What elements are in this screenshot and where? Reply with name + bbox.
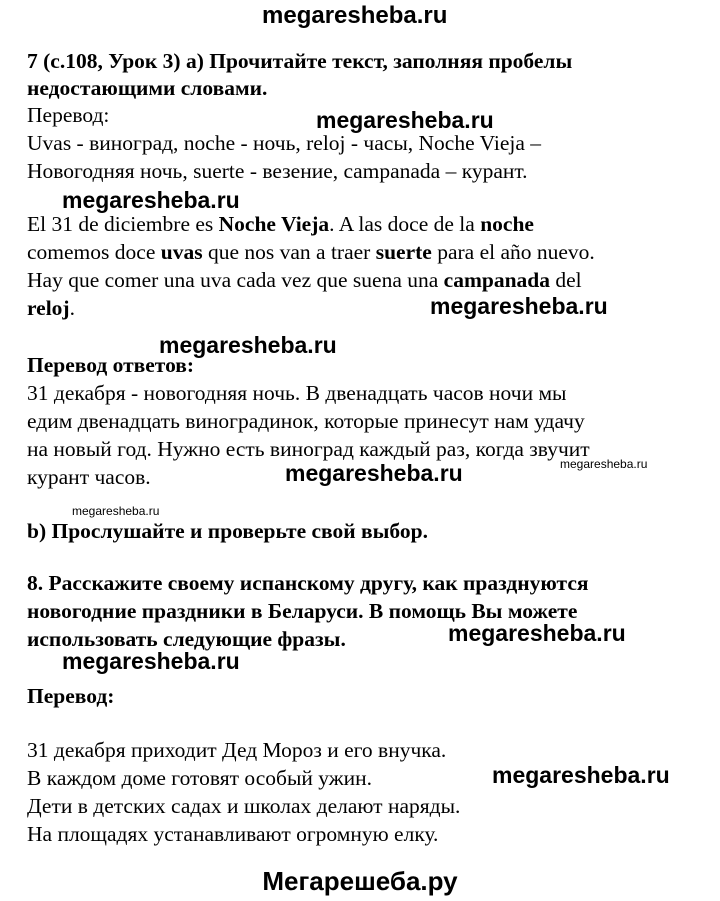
answers-line4: курант часов. [27,465,151,489]
task7-title-line1: 7 (с.108, Урок 3) a) Прочитайте текст, заполняя пробелы [27,49,573,73]
answer-reloj: reloj [27,296,70,320]
watermark-small: megaresheba.ru [72,504,160,518]
watermark-small: megaresheba.ru [560,457,648,471]
watermark: megaresheba.ru [448,620,626,646]
task7-vocab-line1: Uvas - виноград, noche - ночь, reloj - часы, Noche Vieja – [27,131,542,155]
task7-part-b: b) Прослушайте и проверьте свой выбор. [27,519,428,543]
task8-translation-label: Перевод: [27,684,115,708]
task7-title-line2: недостающими словами. [27,76,268,100]
answers-line1: 31 декабря - новогодняя ночь. В двенадцать часов ночи мы [27,381,567,405]
task8-line4: На площадях устанавливают огромную елку. [27,822,439,846]
watermark: megaresheba.ru [62,187,240,213]
watermark: megaresheba.ru [62,648,240,674]
answers-line2: едим двенадцать виноградинок, которые принесут нам удачу [27,409,585,433]
watermark: megaresheba.ru [159,332,337,358]
watermark: megaresheba.ru [285,460,463,486]
task8-line3: Дети в детских садах и школах делают наряды. [27,794,461,818]
task8-line2: В каждом доме готовят особый ужин. [27,766,372,790]
spanish-line4: reloj. [27,296,75,320]
watermark: megaresheba.ru [492,762,670,788]
answer-noche-vieja: Noche Vieja [218,212,330,236]
watermark: megaresheba.ru [316,107,494,133]
task8-title-line2: новогодние праздники в Беларуси. В помощь Вы можете [27,599,578,623]
watermark: megaresheba.ru [430,293,608,319]
answers-line3: на новый год. Нужно есть виноград каждый раз, когда звучит [27,437,590,461]
header-watermark: megaresheba.ru [262,2,448,29]
task8-title-line1: 8. Расскажите своему испанскому другу, как празднуются [27,571,589,595]
spanish-line1: El 31 de diciembre es Noche Vieja. A las doce de la noche [27,212,534,236]
task8-line1: 31 декабря приходит Дед Мороз и его внучка. [27,738,447,762]
spanish-line2: comemos doce uvas que nos van a traer suerte para el año nuevo. [27,240,595,264]
answer-campanada: campanada [443,268,550,292]
answer-uvas: uvas [160,240,203,264]
task8-title-line3: использовать следующие фразы. [27,627,346,651]
spanish-line3: Hay que comer una uva cada vez que suena una campanada del [27,268,582,292]
answer-suerte: suerte [375,240,432,264]
answer-noche: noche [480,212,534,236]
answers-label: Перевод ответов: [27,353,195,377]
footer-watermark: Мегарешеба.ру [262,866,458,896]
task7-translation-label: Перевод: [27,103,110,127]
task7-vocab-line2: Новогодняя ночь, suerte - везение, campanada – курант. [27,159,528,183]
